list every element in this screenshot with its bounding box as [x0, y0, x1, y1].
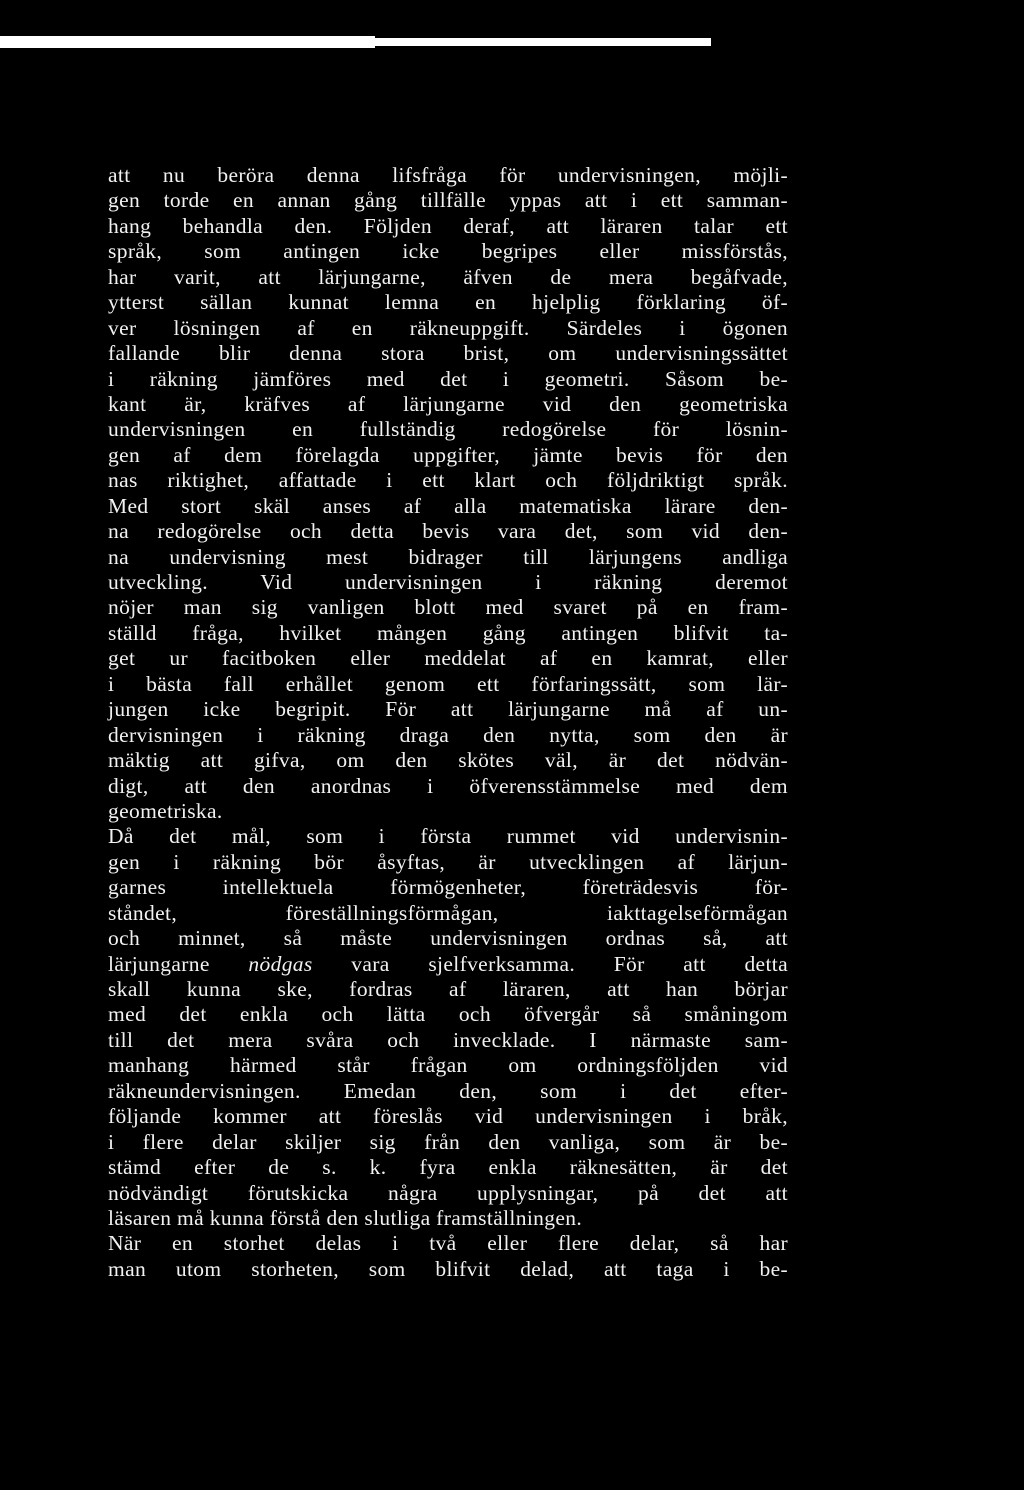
text-line: mäktig att gifva, om den skötes väl, är det nödvän-	[108, 748, 788, 773]
text-line: digt, att den anordnas i öfverensstämmelse med dem	[108, 773, 788, 798]
text-line: ställd fråga, hvilket mången gång antingen blifvit ta-	[108, 620, 788, 645]
text-line: ver lösningen af en räkneuppgift. Särdeles i ögonen	[108, 315, 788, 340]
text-line: till det mera svåra och invecklade. I närmaste sam-	[108, 1027, 788, 1052]
text-line: na redogörelse och detta bevis vara det, som vid den-	[108, 519, 788, 544]
page-edge-bar	[0, 36, 375, 48]
text-line: ståndet, föreställningsförmågan, iakttagelseförmågan	[108, 900, 788, 925]
text-line: lärjungarne nödgas vara sjelfverksamma. För att detta	[108, 951, 788, 976]
text-line: Med stort skäl anses af alla matematiska lärare den-	[108, 493, 788, 518]
text-line: i räkning jämföres med det i geometri. Såsom be-	[108, 366, 788, 391]
text-line: garnes intellektuela förmögenheter, företrädesvis för-	[108, 875, 788, 900]
text-line: nöjer man sig vanligen blott med svaret på en fram-	[108, 595, 788, 620]
text-line: manhang härmed står frågan om ordningsföljden vid	[108, 1053, 788, 1078]
text-line: Då det mål, som i första rummet vid undervisnin-	[108, 824, 788, 849]
text-line: att nu beröra denna lifsfråga för undervisningen, möjli-	[108, 163, 788, 187]
text-line: med det enkla och lätta och öfvergår så småningom	[108, 1002, 788, 1027]
text-line: utveckling. Vid undervisningen i räkning deremot	[108, 570, 788, 594]
body-text	[108, 163, 788, 1282]
text-line: gen af dem förelagda uppgifter, jämte bevis för den	[108, 442, 788, 467]
text-line: språk, som antingen icke begripes eller missförstås,	[108, 239, 788, 264]
text-line: När en storhet delas i två eller flere delar, så har	[108, 1231, 788, 1256]
text-line: i bästa fall erhållet genom ett förfaringssätt, som lär-	[108, 671, 788, 696]
text-line: nas riktighet, affattade i ett klart och följdriktigt språk.	[108, 468, 788, 493]
text-line: fallande blir denna stora brist, om undervisningssättet	[108, 341, 788, 366]
text-line: skall kunna ske, fordras af läraren, att han börjar	[108, 977, 788, 1001]
text-line: ytterst sällan kunnat lemna en hjelplig förklaring öf-	[108, 290, 788, 315]
text-line: gen i räkning bör åsyftas, är utvecklingen af lärjun-	[108, 849, 788, 874]
emphasized-word: nödgas	[248, 951, 313, 976]
text-line: nödvändigt förutskicka några upplysningar, på det att	[108, 1180, 788, 1205]
text-line: man utom storheten, som blifvit delad, att taga i be-	[108, 1256, 788, 1281]
text-line: get ur facitboken eller meddelat af en kamrat, eller	[108, 646, 788, 671]
text-line: hang behandla den. Följden deraf, att läraren talar ett	[108, 213, 788, 238]
text-line: undervisningen en fullständig redogörelse för lösnin-	[108, 417, 788, 442]
text-line: i flere delar skiljer sig från den vanliga, som är be-	[108, 1129, 788, 1154]
text-line: kant är, kräfves af lärjungarne vid den geometriska	[108, 391, 788, 416]
text-line: har varit, att lärjungarne, äfven de mera begåfvade,	[108, 264, 788, 289]
text-line: läsaren må kunna förstå den slutliga framställningen.	[108, 1205, 583, 1230]
page-edge-bar-thin	[375, 38, 711, 46]
text-line: na undervisning mest bidrager till lärjungens andliga	[108, 544, 788, 569]
text-line: stämd efter de s. k. fyra enkla räknesätten, är det	[108, 1155, 788, 1180]
text-line: dervisningen i räkning draga den nytta, som den är	[108, 722, 788, 747]
text-line: räkneundervisningen. Emedan den, som i det efter-	[108, 1078, 788, 1103]
text-line: gen torde en annan gång tillfälle yppas att i ett samman-	[108, 188, 788, 213]
text-line: jungen icke begripit. För att lärjungarne må af un-	[108, 697, 788, 722]
text-line: och minnet, så måste undervisningen ordnas så, att	[108, 926, 788, 951]
text-line: geometriska.	[108, 798, 223, 823]
text-line: följande kommer att föreslås vid undervisningen i bråk,	[108, 1104, 788, 1129]
